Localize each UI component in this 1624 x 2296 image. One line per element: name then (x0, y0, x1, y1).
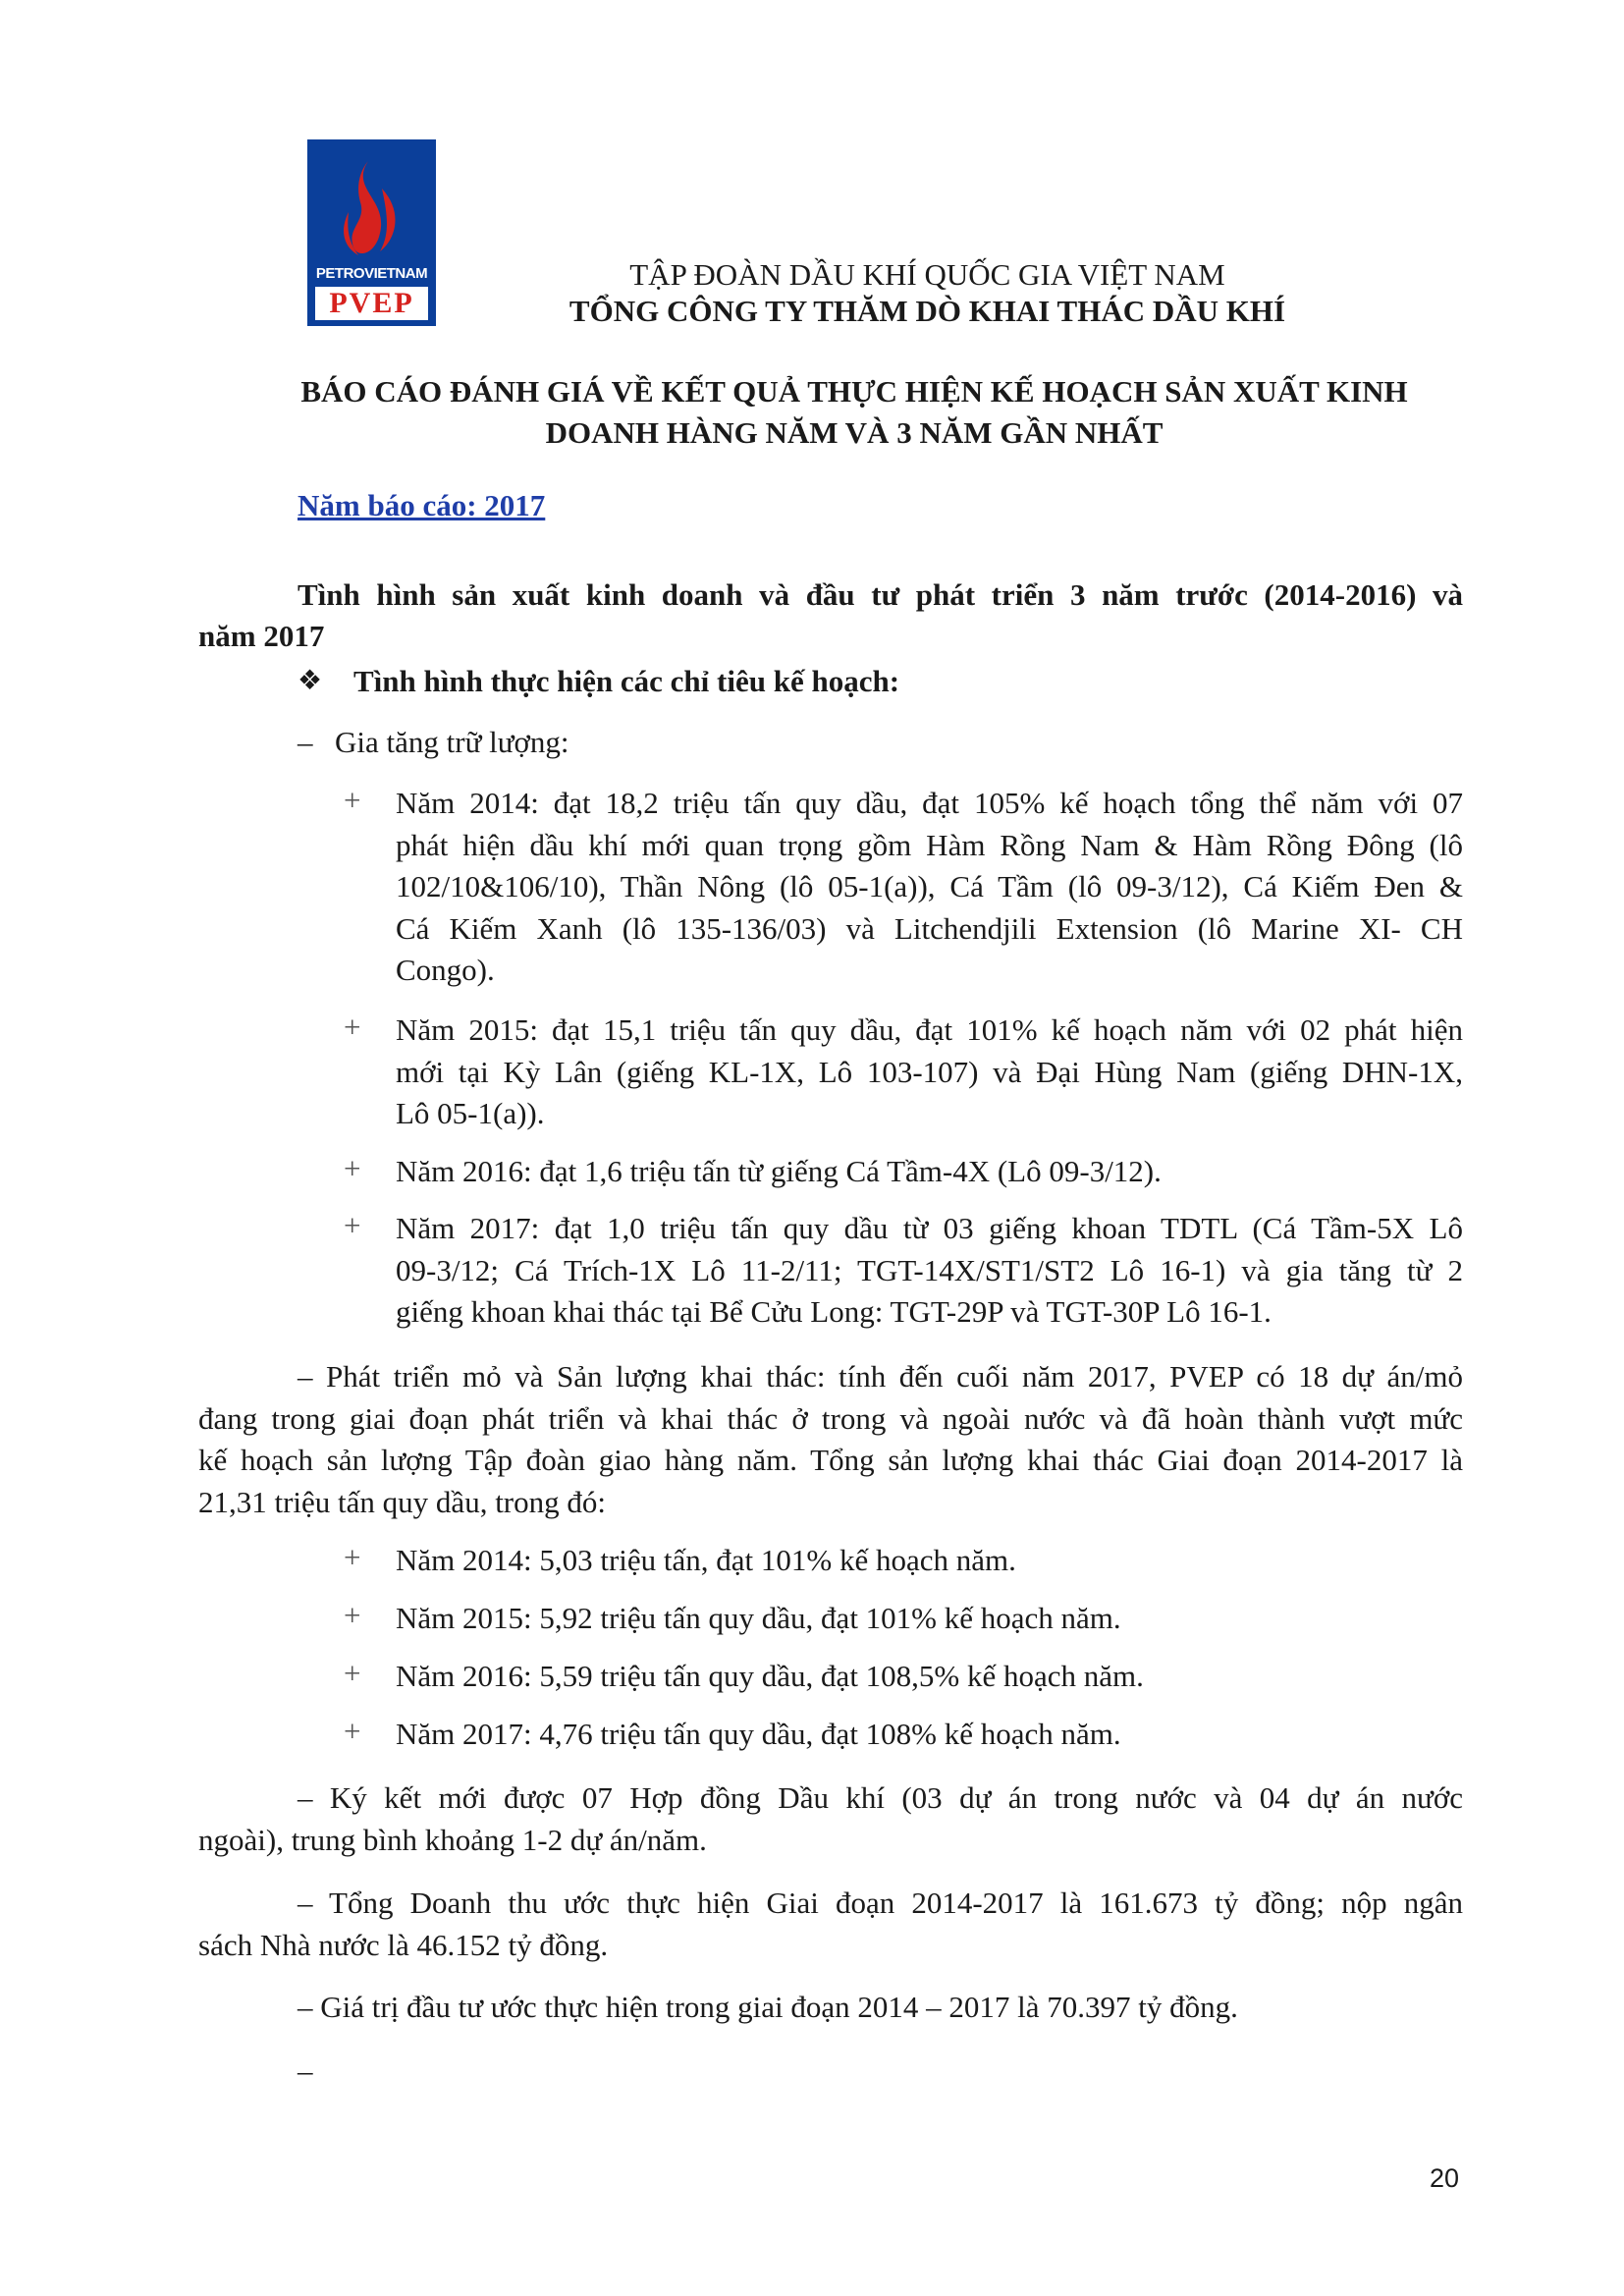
text-line: Năm 2014: đạt 18,2 triệu tấn quy dầu, đạt 105% kế hoạch tổng thể năm với 07 (396, 786, 1463, 820)
reserves-heading (298, 725, 569, 760)
section-heading-line-2: năm 2017 (198, 619, 325, 653)
report-year: Năm báo cáo: 2017 (298, 488, 546, 522)
production-paragraph (198, 1356, 1463, 1523)
text-line: đang trong giai đoạn phát triển và khai thác ở trong và ngoài nước và đã hoàn thành vượt mức (198, 1400, 1463, 1436)
text-line: sách Nhà nước là 46.152 tỷ đồng. (198, 1927, 609, 1962)
reserves-item-2014 (396, 783, 1463, 992)
org-line-2: TỔNG CÔNG TY THĂM DÒ KHAI THÁC DẦU KHÍ (568, 294, 1286, 328)
section-heading-line-1: Tình hình sản xuất kinh doanh và đầu tư phát triển 3 năm trước (2014-2016) và (298, 577, 1463, 612)
logo-brand-bottom: PVEP (329, 287, 414, 319)
production-item-2015: Năm 2015: 5,92 triệu tấn quy dầu, đạt 101% kế hoạch năm. (396, 1601, 1121, 1635)
diamond-bullet-icon: ❖ (298, 666, 323, 696)
production-item-2014: Năm 2014: 5,03 triệu tấn, đạt 101% kế hoạch năm. (396, 1543, 1016, 1577)
investment-line: – Giá trị đầu tư ước thực hiện trong giai đoạn 2014 – 2017 là 70.397 tỷ đồng. (298, 1990, 1238, 2024)
plus-mark: + (344, 1208, 361, 1242)
plus-mark: + (344, 1656, 361, 1690)
contracts-paragraph (198, 1777, 1463, 1861)
revenue-paragraph (198, 1883, 1463, 1966)
plus-mark: + (344, 1151, 361, 1185)
reserves-item-2016 (396, 1151, 1463, 1193)
trailing-dash: – (298, 2053, 313, 2088)
text-line: 09-3/12; Cá Trích-1X Lô 11-2/11; TGT-14X/ST1/ST2 Lô 16-1) và gia tăng từ 2 (396, 1252, 1463, 1287)
text-line: Congo). (396, 953, 495, 987)
text-line: 21,31 triệu tấn quy dầu, trong đó: (198, 1484, 606, 1519)
text-line: giếng khoan khai thác tại Bể Cửu Long: TGT-29P và TGT-30P Lô 16-1. (396, 1294, 1272, 1329)
text-line: Năm 2017: đạt 1,0 triệu tấn quy dầu từ 03 giếng khoan TDTL (Cá Tầm-5X Lô (396, 1211, 1463, 1245)
text-line: – Phát triển mỏ và Sản lượng khai thác: tính đến cuối năm 2017, PVEP có 18 dự án/mỏ (298, 1359, 1463, 1394)
logo-brand-top: PETROVIETNAM (315, 265, 428, 282)
dash-mark: – (298, 725, 313, 759)
sub-heading: Tình hình thực hiện các chỉ tiêu kế hoạch: (353, 664, 900, 698)
report-title-line-2: DOANH HÀNG NĂM VÀ 3 NĂM GẦN NHẤT (545, 415, 1164, 450)
text-line: Năm 2015: đạt 15,1 triệu tấn quy dầu, đạt 101% kế hoạch năm với 02 phát hiện (396, 1012, 1463, 1047)
text-line: kế hoạch sản lượng Tập đoàn giao hàng năm. Tổng sản lượng khai thác Giai đoạn 2014-2017 là (198, 1443, 1463, 1477)
text-line: – Ký kết mới được 07 Hợp đồng Dầu khí (03 dự án trong nước và 04 dự án nước (298, 1780, 1463, 1815)
plus-mark: + (344, 1714, 361, 1748)
plus-mark: + (344, 1540, 361, 1574)
plus-mark: + (344, 783, 361, 817)
text-line: ngoài), trung bình khoảng 1-2 dự án/năm. (198, 1822, 707, 1857)
production-item-2017: Năm 2017: 4,76 triệu tấn quy dầu, đạt 108% kế hoạch năm. (396, 1717, 1121, 1751)
reserves-item-2015 (396, 1010, 1463, 1135)
reserves-item-2017 (396, 1208, 1463, 1334)
report-title-line-1: BÁO CÁO ĐÁNH GIÁ VỀ KẾT QUẢ THỰC HIỆN KẾ HOẠCH SẢN XUẤT KINH (300, 374, 1408, 409)
text-line: mới tại Kỳ Lân (giếng KL-1X, Lô 103-107) và Đại Hùng Nam (giếng DHN-1X, (396, 1054, 1463, 1089)
text-line: – Tổng Doanh thu ước thực hiện Giai đoạn 2014-2017 là 161.673 tỷ đồng; nộp ngân (298, 1886, 1463, 1920)
production-item-2016: Năm 2016: 5,59 triệu tấn quy dầu, đạt 108,5% kế hoạch năm. (396, 1659, 1144, 1693)
plus-mark: + (344, 1010, 361, 1044)
plus-mark: + (344, 1598, 361, 1632)
page-number: 20 (1430, 2163, 1460, 2193)
text-line: phát hiện dầu khí mới quan trọng gồm Hàm Rồng Nam & Hàm Rồng Đông (lô (396, 827, 1463, 862)
text-line: Năm 2016: đạt 1,6 triệu tấn từ giếng Cá Tầm-4X (Lô 09-3/12). (396, 1154, 1162, 1188)
org-line-1: TẬP ĐOÀN DẦU KHÍ QUỐC GIA VIỆT NAM (629, 257, 1225, 292)
text-line: Lô 05-1(a)). (396, 1096, 545, 1130)
reserves-label: Gia tăng trữ lượng: (335, 725, 569, 759)
text-line: 102/10&106/10), Thần Nông (lô 05-1(a)), Cá Tầm (lô 09-3/12), Cá Kiếm Đen & (396, 869, 1463, 903)
text-line: Cá Kiếm Xanh (lô 135-136/03) và Litchendjili Extension (lô Marine XI- CH (396, 910, 1463, 946)
